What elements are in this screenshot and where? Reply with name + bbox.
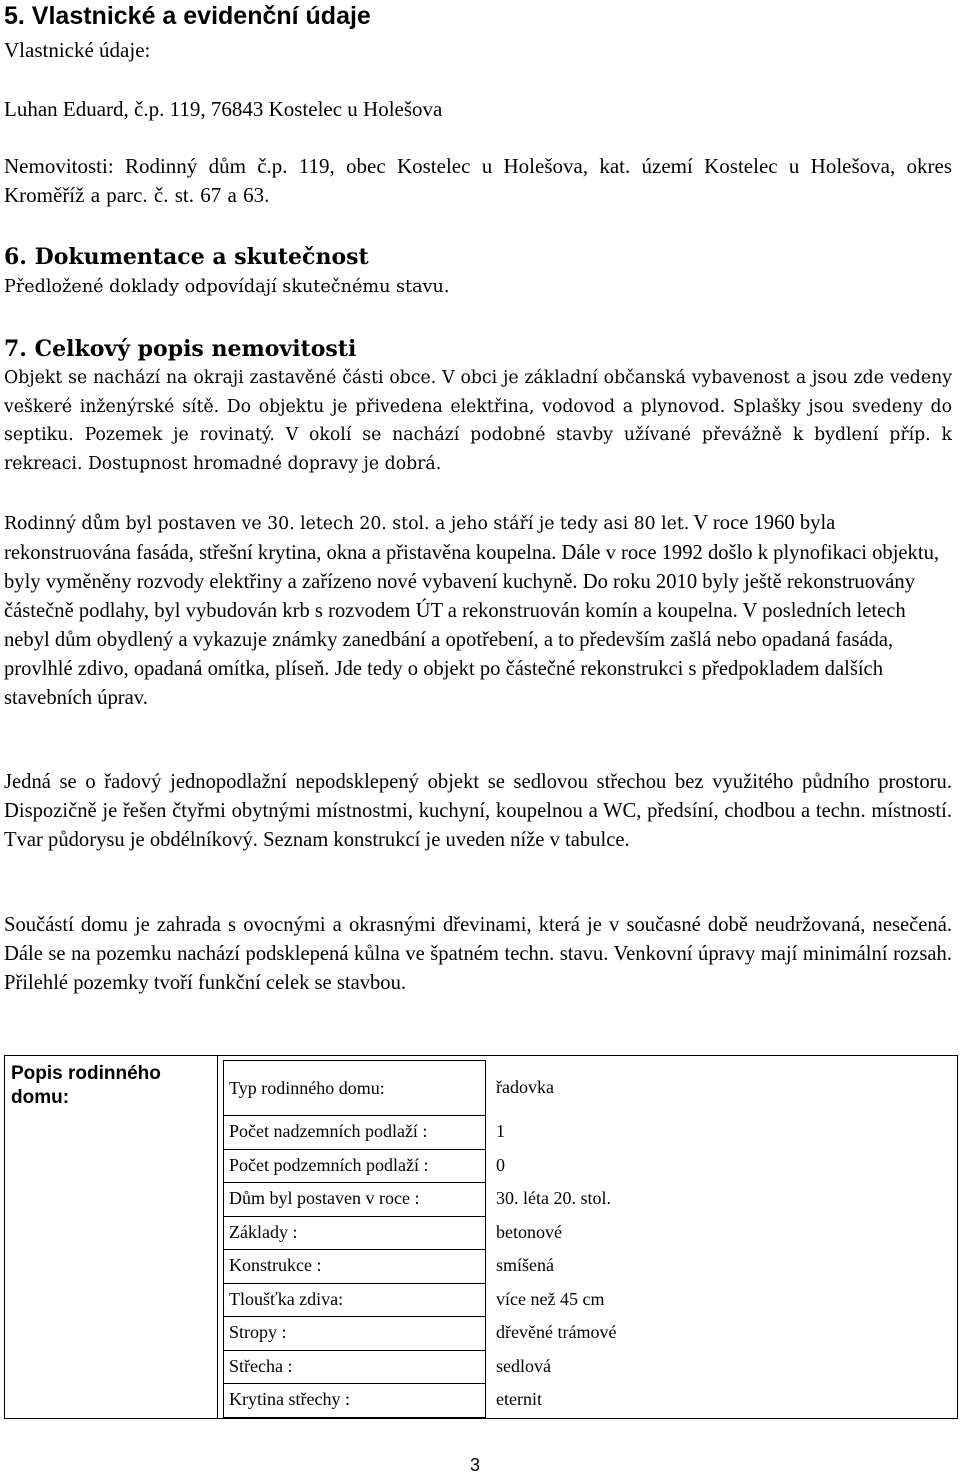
description-paragraph-1: Objekt se nachází na okraji zastavěné části obce. V obci je základní občanská vybavenost a jsou zde vedeny veškeré inženýrské sítě. Do objektu je přivedena elektřina, vodovod a plynovod. Splašky jsou svedeny do septiku. Pozemek je rovinatý. V okolí se nachází podobné stavby užívané převážně k bydlení příp. k rekreaci. Dostupnost hromadné dopravy je dobrá.: [4, 368, 952, 474]
spec-value: 1: [496, 1121, 505, 1141]
spec-label: Střecha :: [223, 1351, 486, 1385]
description-paragraph-2: [4, 509, 952, 713]
table-row: [223, 1217, 696, 1251]
spec-label: Počet nadzemních podlaží :: [223, 1116, 486, 1150]
spec-label: Konstrukce :: [223, 1250, 486, 1284]
table-row: [223, 1384, 696, 1418]
spec-value: více než 45 cm: [496, 1288, 605, 1309]
owner-label: Vlastnické údaje:: [4, 38, 151, 62]
description-paragraph-4: Součástí domu je zahrada s ovocnými a okrasnými dřevinami, která je v současné době neudržovaná, nesečená. Dále se na pozemku nachází podsklepená kůlna ve špatném techn. stavu. Venkovní úpravy mají minimální rozsah. Přilehlé pozemky tvoří funkční celek se stavbou.: [4, 914, 952, 994]
section-7-heading: 7. Celkový popis nemovitosti: [4, 336, 357, 362]
table-row: [223, 1317, 696, 1351]
spec-value: 30. léta 20. stol.: [496, 1188, 611, 1208]
spec-value: smíšená: [496, 1255, 554, 1275]
spec-value: řadovka: [496, 1077, 554, 1097]
table-row: [223, 1183, 696, 1217]
spec-value: sedlová: [496, 1355, 551, 1376]
spec-label: Tloušťka zdiva:: [223, 1284, 486, 1318]
table-row: [223, 1351, 696, 1385]
table-row: [223, 1060, 696, 1116]
property-text: Nemovitosti: Rodinný dům č.p. 119, obec Kostelec u Holešova, kat. území Kostelec u Holešova, okres Kroměříž a parc. č. st. 67 a 63.: [4, 154, 952, 207]
page-number: 3: [470, 1455, 481, 1475]
table-row: [223, 1116, 696, 1150]
description-paragraph-3: Jedná se o řadový jednopodlažní nepodsklepený objekt se sedlovou střechou bez využitého půdního prostoru. Dispozičně je řešen čtyřmi obytnými místnostmi, kuchyní, koupelnou a WC, předsíní, chodbou a techn. místností. Tvar půdorysu je obdélníkový. Seznam konstrukcí je uveden níže v tabulce.: [4, 771, 952, 851]
spec-label: Počet podzemních podlaží :: [223, 1150, 486, 1184]
description-paragraph-2-lead: Rodinný dům byl postaven ve 30. letech 20. stol. a jeho stáří je tedy asi 80 let.: [4, 514, 690, 534]
spec-label: Stropy :: [223, 1317, 486, 1351]
owner-text: Luhan Eduard, č.p. 119, 76843 Kostelec u Holešova: [4, 97, 443, 121]
table-row: [223, 1250, 696, 1284]
section-6-heading: 6. Dokumentace a skutečnost: [4, 244, 369, 270]
description-paragraph-2-rest: V roce 1960 byla rekonstruována fasáda, střešní krytina, okna a přistavěna koupelna. Dále v roce 1992 došlo k plynofikaci objektu, byly vyměněny rozvody elektřiny a zařízeno nové vybavení kuchyně. Do roku 2010 byly ještě rekonstruovány částečně podlahy, byl vybudován krb s rozvodem ÚT a rekonstruován komín a koupelna. V posledních letech nebyl dům obydlený a vykazuje známky zanedbání a opotřebení, a to především zašlá nebo opadaná fasáda, provlhlé zdivo, opadaná omítka, plíseň. Jde tedy o objekt po částečné rekonstrukci s předpokladem dalších stavebních úprav.: [4, 512, 940, 709]
spec-label: Dům byl postaven v roce :: [223, 1183, 486, 1217]
table-heading: Popis rodinného domu:: [5, 1056, 218, 1419]
spec-value: eternit: [496, 1389, 542, 1409]
table-row: [223, 1150, 696, 1184]
section-5-heading: 5. Vlastnické a evidenční údaje: [4, 2, 371, 30]
spec-label: Krytina střechy :: [223, 1384, 486, 1418]
section-6-text: Předložené doklady odpovídají skutečnému stavu.: [4, 277, 450, 297]
spec-value: betonové: [496, 1221, 562, 1242]
spec-label: Základy :: [223, 1217, 486, 1251]
house-spec-table: [4, 1055, 958, 1419]
table-row: [223, 1284, 696, 1318]
spec-rows: [223, 1060, 696, 1418]
spec-label: Typ rodinného domu:: [223, 1060, 486, 1116]
spec-value: dřevěné trámové: [496, 1322, 617, 1342]
spec-value: 0: [496, 1154, 505, 1175]
